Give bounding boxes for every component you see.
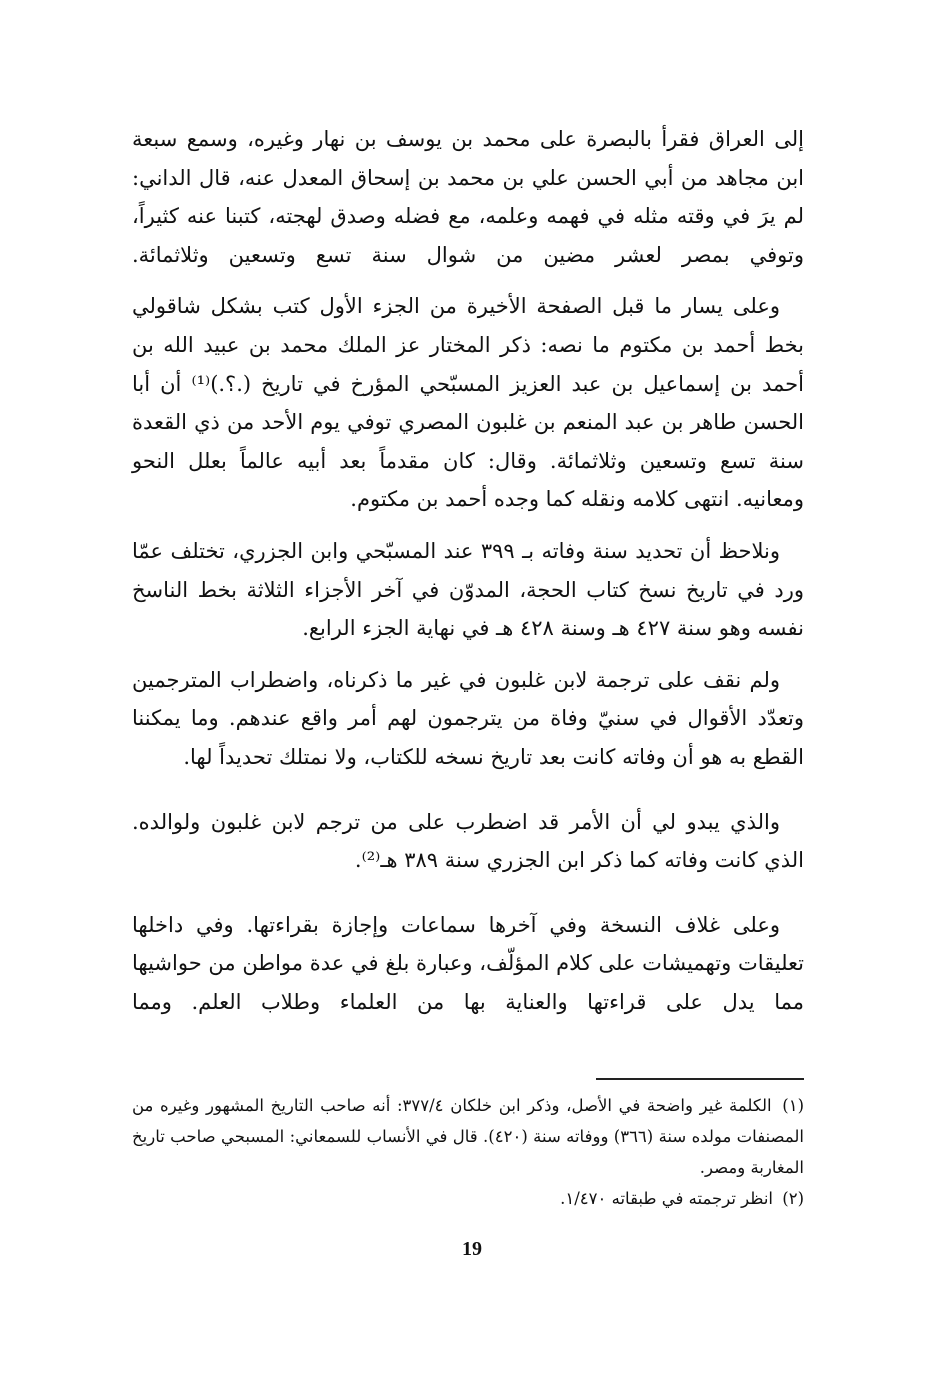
footnote-1-text: الكلمة غير واضحة في الأصل، وذكر ابن خلكان ٣٧٧/٤: أنه صاحب التاريخ المشهور وغيره من المصنفات مولده سنة (٣٦٦) ووفاته سنة (٤٢٠). قال في الأنساب للسمعاني: المسبحي صاحب تاريخ المغاربة ومصر.: [132, 1096, 804, 1177]
paragraph-3: [132, 532, 804, 648]
paragraph-1: [132, 120, 804, 274]
paragraph-4-text: ولم نقف على ترجمة لابن غلبون في غير ما ذكرناه، واضطراب المترجمين وتعدّد الأقوال في سنيّ وفاة من يترجمون لهم أمر واقع عندهم. وما يمكننا القطع به هو أن وفاته كانت بعد تاريخ نسخه للكتاب، ولا نمتلك تحديداً لها.: [132, 667, 804, 769]
body-text: [132, 120, 804, 1021]
paragraph-3-text: ونلاحظ أن تحديد سنة وفاته بـ ٣٩٩ عند المسبّحي وابن الجزري، تختلف عمّا ورد في تاريخ نسخ كتاب الحجة، المدوّن في آخر الأجزاء الثلاثة بخط الناسخ نفسه وهو سنة ٤٢٧ هـ وسنة ٤٢٨ هـ في نهاية الجزء الرابع.: [132, 538, 804, 641]
paragraph-5-text: والذي يبدو لي أن الأمر قد اضطرب على من ترجم لابن غلبون ولوالده. الذي كانت وفاته كما ذكر ابن الجزري سنة ٣٨٩ هـ⁽²⁾.: [132, 809, 804, 873]
footnote-2-text: انظر ترجمته في طبقاته ١/٤٧٠.: [560, 1189, 773, 1208]
footnote-1: [132, 1090, 804, 1183]
footnote-divider: [596, 1078, 804, 1080]
page-number: 19: [462, 1238, 482, 1260]
paragraph-1-text: إلى العراق فقرأ بالبصرة على محمد بن يوسف بن نهار وغيره، وسمع سبعة ابن مجاهد من أبي الحسن علي بن محمد بن إسحاق المعدل عنه، قال الداني: لم يرَ في وقته مثله في فهمه وعلمه، مع فضله وصدق لهجته، كتبنا عنه كثيراً، وتوفي بمصر لعشر مضين من شوال سنة تسع وتسعين وثلاثمائة.: [132, 127, 804, 267]
paragraph-6: [132, 906, 804, 1022]
footnote-2-marker: (٢): [782, 1189, 804, 1208]
paragraph-6-text: وعلى غلاف النسخة وفي آخرها سماعات وإجازة بقراءتها. وفي داخلها تعليقات وتهميشات على كلام المؤلّف، وعبارة بلغ في عدة مواطن من حواشيها مما يدل على قراءتها والعناية بها من العلماء وطلاب العلم. ومما: [132, 912, 804, 1014]
paragraph-2-text: وعلى يسار ما قبل الصفحة الأخيرة من الجزء الأول كتب بشكل شاقولي بخط أحمد بن مكتوم ما نصه: ذكر المختار عز الملك محمد بن عبيد الله بن أحمد بن إسماعيل بن عبد العزيز المسبّحي المؤرخ في تاريخ (.؟.)⁽¹⁾ أن أبا الحسن طاهر بن عبد المنعم بن غلبون المصري توفي يوم الأحد من ذي القعدة سنة تسع وتسعين وثلاثمائة. وقال: كان مقدماً بعد أبيه عالماً بعلل النحو ومعانيه. انتهى كلامه ونقله كما وجده أحمد بن مكتوم.: [132, 294, 805, 512]
footnote-2: [132, 1183, 804, 1214]
paragraph-4: [132, 661, 804, 777]
paragraph-5: [132, 803, 804, 880]
paragraph-2: [132, 287, 804, 519]
footnotes: [132, 1090, 804, 1214]
footnote-1-marker: (١): [782, 1096, 805, 1115]
